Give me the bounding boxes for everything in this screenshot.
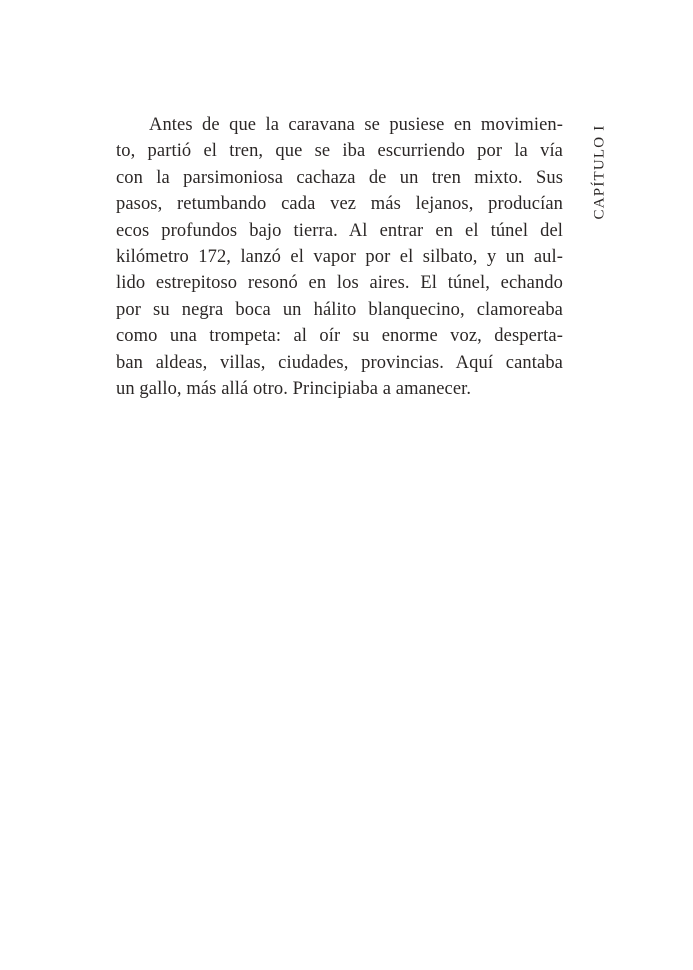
paragraph-line: ecos profundos bajo tierra. Al entrar en el túnel del — [116, 220, 563, 241]
chapter-heading-vertical: CAPÍTULO I — [591, 124, 608, 220]
paragraph-line: pasos, retumbando cada vez más lejanos, producían — [116, 194, 563, 215]
paragraph-line: lido estrepitoso resonó en los aires. El túnel, echando — [116, 273, 563, 294]
paragraph-line: por su negra boca un hálito blanquecino, clamoreaba — [116, 299, 563, 320]
paragraph-line: ban aldeas, villas, ciudades, provincias. Aquí cantaba — [116, 352, 563, 373]
paragraph-line: to, partió el tren, que se iba escurriendo por la vía — [116, 141, 563, 162]
paragraph-line: como una trompeta: al oír su enorme voz, desperta- — [116, 326, 563, 347]
paragraph-line: un gallo, más allá otro. Principiaba a amanecer. — [116, 379, 472, 400]
paragraph-line: con la parsimoniosa cachaza de un tren mixto. Sus — [116, 167, 563, 188]
paragraph-line: kilómetro 172, lanzó el vapor por el silbato, y un aul- — [116, 247, 563, 268]
paragraph-line: Antes de que la caravana se pusiese en movimien- — [149, 115, 563, 135]
paragraph — [116, 112, 563, 402]
